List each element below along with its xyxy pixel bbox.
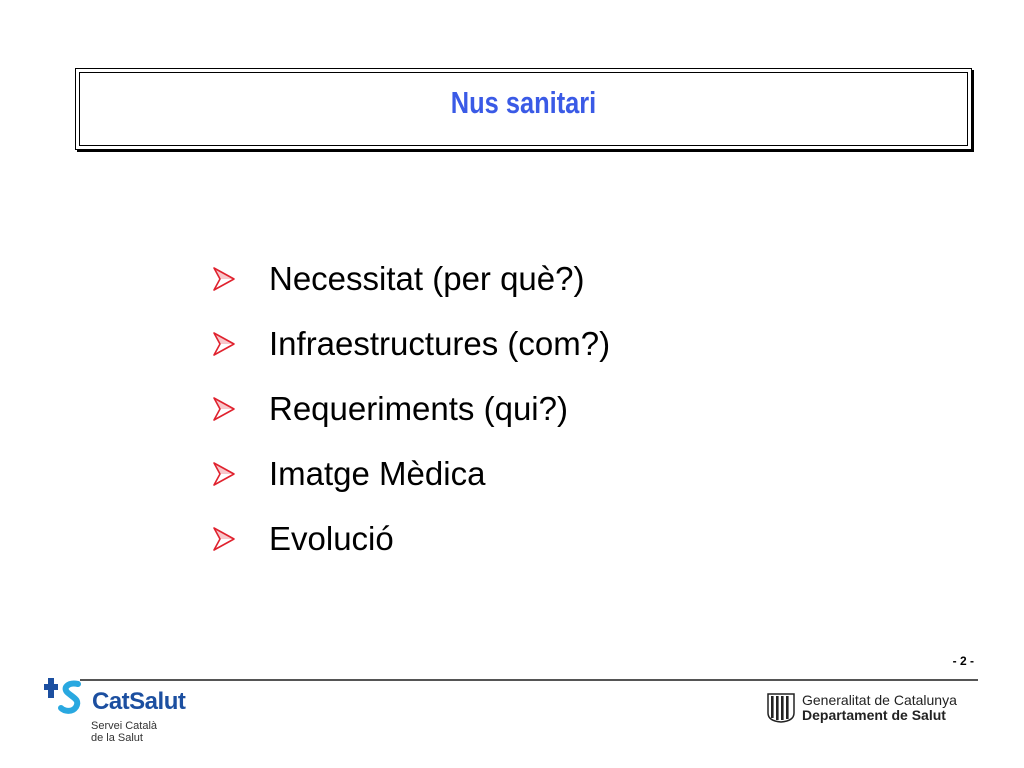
generalitat-logo — [766, 691, 986, 727]
list-item — [208, 311, 610, 376]
arrow-bullet-icon — [208, 329, 238, 359]
bullet-text: Evolució — [269, 519, 394, 557]
generalitat-line2: Departament de Salut — [802, 707, 946, 723]
catsalut-logo — [44, 676, 244, 746]
arrow-bullet-icon — [208, 264, 238, 294]
catsalut-cross-icon — [44, 676, 90, 716]
catsalut-name: CatSalut — [92, 688, 186, 715]
arrow-bullet-icon — [208, 459, 238, 489]
catsalut-subtitle — [91, 720, 157, 744]
list-item — [208, 246, 610, 311]
bullet-text: Necessitat (per què?) — [269, 259, 585, 297]
list-item — [208, 376, 610, 441]
catsalut-subtitle-line1: Servei Català — [91, 720, 158, 732]
slide-title: Nus sanitari — [450, 85, 597, 120]
bullet-text: Infraestructures (com?) — [269, 324, 611, 362]
generalitat-line1: Generalitat de Catalunya — [802, 692, 957, 708]
bullet-text: Requeriments (qui?) — [269, 389, 568, 427]
arrow-bullet-icon — [208, 394, 238, 424]
list-item — [208, 441, 610, 506]
generalitat-stripes-icon — [766, 691, 796, 723]
catsalut-subtitle-line2: de la Salut — [91, 732, 143, 744]
title-box — [75, 68, 972, 150]
bullet-list — [208, 246, 610, 571]
bullet-text: Imatge Mèdica — [269, 454, 486, 492]
arrow-bullet-icon — [208, 524, 238, 554]
list-item — [208, 506, 610, 571]
page-number: - 2 - — [952, 654, 974, 668]
